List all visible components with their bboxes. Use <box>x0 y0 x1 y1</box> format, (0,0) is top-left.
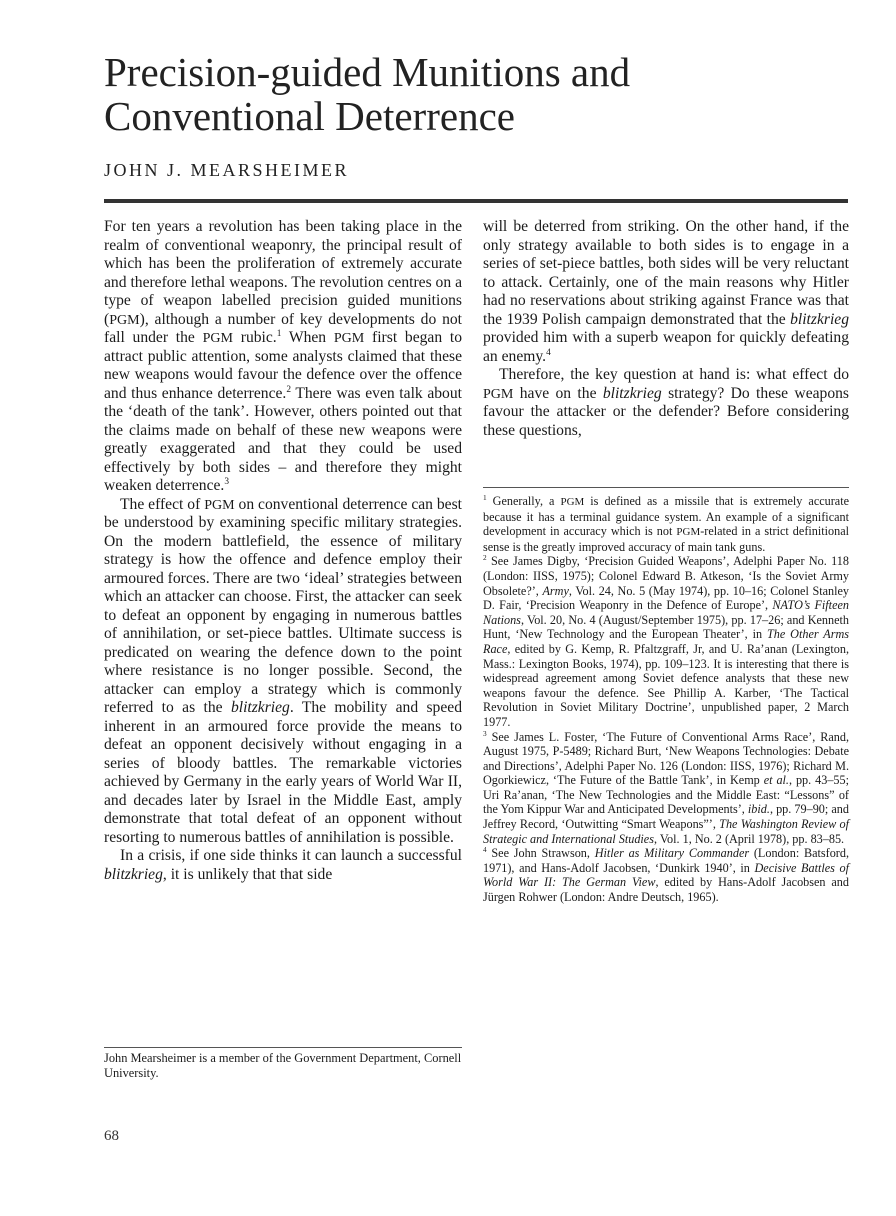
paragraph: The effect of PGM on conventional deterrence can best be understood by examining specific military strategies. On the modern battlefield, the essence of military strategy is how the offence and defence employ their armoured forces. There are two ‘ideal’ strategies between which an attacker can choose. First, the attacker can seek to defeat an opponent by engaging in numerous battles of annihilation, or set-piece battles. Ultimate success is predicated on wearing the defence down to the point where resistance is no longer possible. Second, the attacker can employ a strategy which is commonly referred to as the blitzkrieg. The mobility and speed inherent in an armoured force provide the means to defeat an opponent decisively without engaging in a series of bloody battles. The remarkable victories achieved by Germany in the early years of World War II, and decades later by Israel in the Middle East, amply demonstrate that total defeat of an opponent without resorting to numerous battles of annihilation is possible. <box>104 495 462 846</box>
paragraph: Therefore, the key question at hand is: what effect do PGM have on the blitzkrieg strategy? Do these weapons favour the attacker or the defender? Before considering these questions, <box>483 366 849 439</box>
footnote: $^3$ See James L. Foster, ‘The Future of Conventional Arms Race’, Rand, August 1975, P-5489; Richard Burt, ‘New Weapons Technologies: Debate and Directions’, Adelphi Paper No. 126 (London: IISS, 1976); Richard M. Ogorkiewicz, ‘The Future of the Battle Tank’, in Kemp et al., pp. 43–55; Uri Ra’anan, ‘The New Technologies and the Middle East: “Lessons” of the Yom Kippur War and Anticipated Developments’, ibid., pp. 79–90; and Jeffrey Record, ‘Outwitting “Smart Weapons”’, The Washington Review of Strategic and International Studies, Vol. 1, No. 2 (April 1978), pp. 83–85. <box>483 728 849 846</box>
footnotes <box>483 494 849 905</box>
footnote-ref: 4 <box>546 347 551 358</box>
footnote-ref: 2 <box>286 384 291 395</box>
footnote: $^1$ Generally, a PGM is defined as a missile that is extremely accurate because it has a terminal guidance system. An example of a significant development in accuracy which is not PGM-related in a strict definitional sense is the greatly improved accuracy of main tank guns. <box>483 492 850 554</box>
footnote-ref: 1 <box>276 328 282 339</box>
paragraph: For ten years a revolution has been taking place in the realm of conventional weaponry, the principal result of which has been the proliferation of extremely accurate and therefore lethal weapons. The revolution centres on a type of weapon labelled precision guided munitions (PGM), although a number of key developments do not fall under the PGM rubic.$^1$ When PGM first began to attract public attention, some analysts claimed that these new weapons would favour the defence over the offence and thus enhance deterrence.$^2$ There was even talk about the ‘death of the tank’. However, others pointed out that the claims made on behalf of these new weapons were greatly exaggerated and that they could be used effectively by both sides – and therefore they might weaken deterrence.$^3$ <box>104 218 463 494</box>
title-rule <box>104 199 848 203</box>
article-author: JOHN J. MEARSHEIMER <box>104 160 350 180</box>
article-title: Precision-guided Munitions and Conventional Deterrence <box>104 49 631 139</box>
paragraph: In a crisis, if one side thinks it can launch a successful blitzkrieg, it is unlikely that that side <box>104 847 462 883</box>
footnote-rule <box>483 487 849 488</box>
affiliation-rule <box>104 1047 462 1048</box>
footnote-ref: 3 <box>224 476 230 487</box>
page-number: 68 <box>104 1128 119 1144</box>
right-column <box>483 218 849 440</box>
footnote: $^4$ See John Strawson, Hitler as Military Commander (London: Batsford, 1971), and Hans-Adolf Jacobsen, ‘Dunkirk 1940’, in Decisive Battles of World War II: The German View, edited by Hans-Adolf Jacobsen and Jürgen Rohwer (London: Andre Deutsch, 1965). <box>483 845 849 905</box>
left-column <box>104 218 462 884</box>
paragraph: will be deterred from striking. On the other hand, if the only strategy available to both sides is to engage in a series of set-piece battles, both sides will be very reluctant to attack. Certainly, one of the main reasons why Hitler had no reservations about striking against France was that the 1939 Polish campaign demonstrated that the blitzkrieg provided him with a superb weapon for quickly defeating an enemy.$^4$ <box>483 218 849 365</box>
author-affiliation: John Mearsheimer is a member of the Government Department, Cornell University. <box>104 1051 462 1080</box>
footnote: $^2$ See James Digby, ‘Precision Guided Weapons’, Adelphi Paper No. 118 (London: IISS, 1975); Colonel Edward B. Atkeson, ‘Is the Soviet Army Obsolete?’, Army, Vol. 24, No. 5 (May 1974), pp. 10–16; Colonel Stanley D. Fair, ‘Precision Weaponry in the Defence of Europe’, NATO’s Fifteen Nations, Vol. 20, No. 4 (August/September 1975), pp. 17–26; and Kenneth Hunt, ‘New Technology and the European Theater’, in The Other Arms Race, edited by G. Kemp, R. Pfaltzgraff, Jr, and U. Ra’anan (Lexington, Mass.: Lexington Books, 1974), pp. 109–123. It is interesting that there is widespread agreement among Soviet defence analysts that these new weapons favour the defence. See Phillip A. Karber, ‘The Tactical Revolution in Soviet Military Doctrine’, unpublished paper, 2 March 1977. <box>483 553 850 729</box>
